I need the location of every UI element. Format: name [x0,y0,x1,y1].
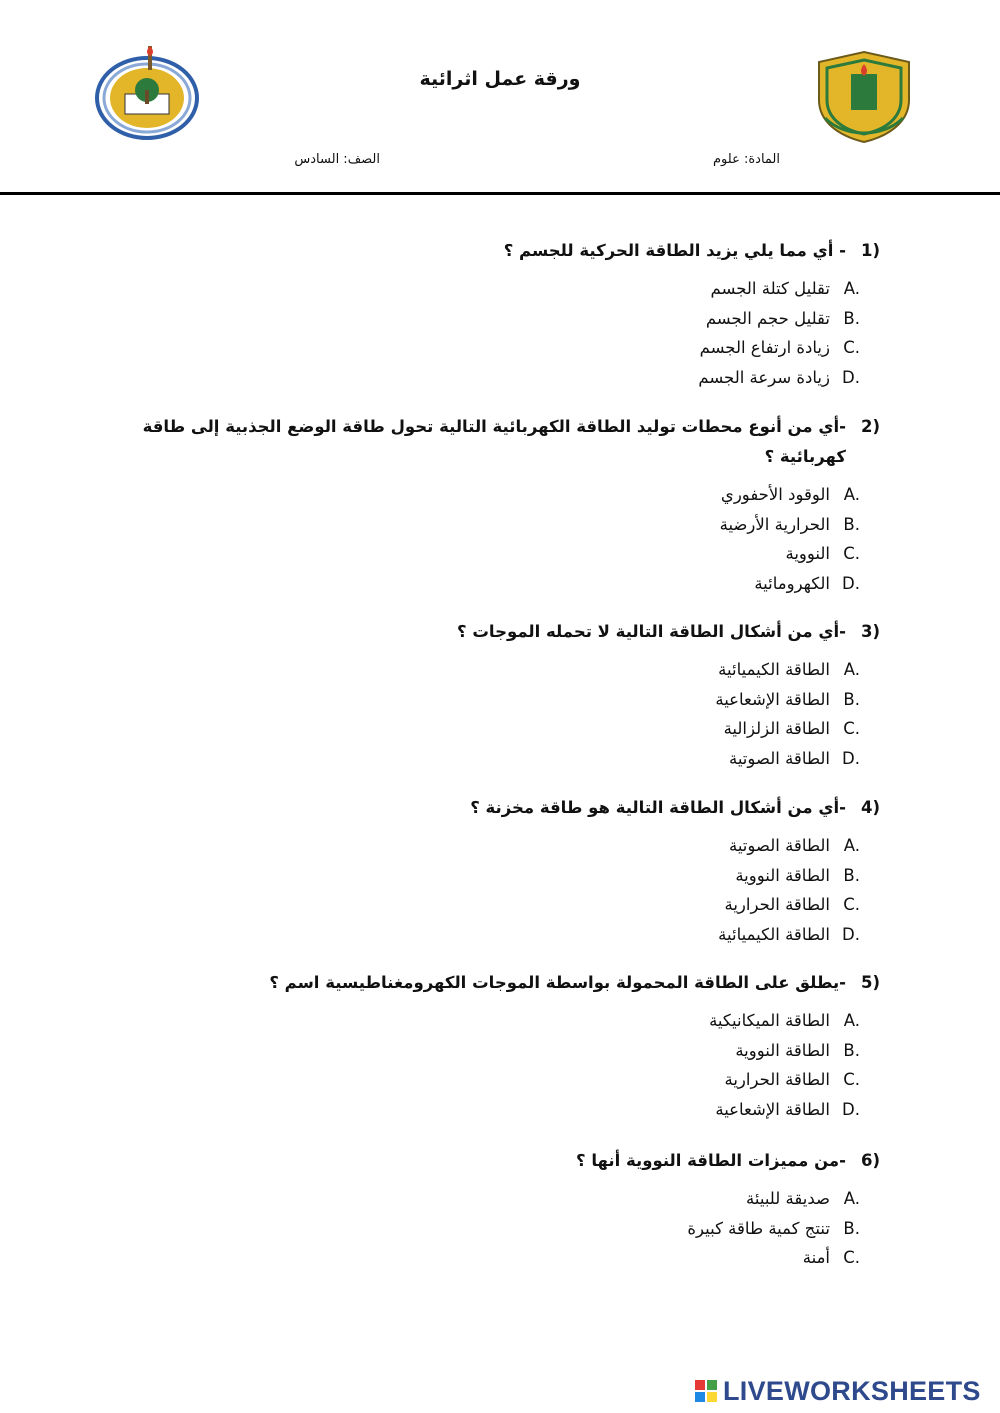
option-text: الطاقة الكيميائية [718,924,830,944]
question-number: 6) [860,1151,880,1170]
question-text: -يطلق على الطاقة المحمولة بواسطة الموجات الكهرومغناطيسية اسم ؟ [269,973,846,992]
option-text: زيادة سرعة الجسم [698,367,830,387]
option-text: الطاقة الإشعاعية [715,1099,830,1119]
option-letter: B. [843,514,860,534]
question-number: 1) [860,241,880,260]
answer-option-c[interactable] [120,890,860,920]
question-number: 5) [860,973,880,992]
answer-option-b[interactable] [120,1214,860,1244]
liveworksheets-brand[interactable] [695,1376,981,1407]
answer-option-b[interactable] [120,1036,860,1066]
option-letter: C. [843,338,860,358]
page-title: ورقة عمل اثرائية [419,68,581,90]
option-text: الطاقة الصوتية [728,836,830,856]
answer-option-a[interactable] [120,831,860,861]
option-text: الكهرومائية [754,573,830,593]
option-letter: C. [843,895,860,915]
answer-option-c[interactable] [120,539,860,569]
option-letter: B. [843,308,860,328]
subject-label: المادة: علوم [713,152,780,167]
answer-option-c[interactable] [120,333,860,363]
option-letter: C. [843,1070,860,1090]
option-text: تنتج كمية طاقة كبيرة [687,1218,830,1238]
option-text: الطاقة الإشعاعية [715,689,830,709]
option-letter: C. [843,719,860,739]
answer-option-b[interactable] [120,685,860,715]
header-divider [0,192,1000,195]
question-text: -أي من أنوع محطات توليد الطاقة الكهربائية التالية تحول طاقة الوضع الجذبية إلى طاقة كهربائية ؟ [142,417,846,466]
answer-option-c[interactable] [120,714,860,744]
question-number: 4) [860,798,880,817]
question-2 [120,412,880,598]
option-text: الطاقة الحرارية [724,1070,830,1090]
school-logo-right [805,48,923,144]
school-logo-left [95,44,201,140]
option-letter: A. [843,1011,860,1031]
option-letter: B. [843,865,860,885]
question-3 [120,617,880,773]
answer-option-d[interactable] [120,363,860,393]
option-text: الطاقة الحرارية [724,895,830,915]
answer-option-b[interactable] [120,861,860,891]
answer-option-b[interactable] [120,304,860,334]
option-letter: D. [842,924,860,944]
option-text: الطاقة الكيميائية [718,660,830,680]
option-text: الطاقة النووية [735,1040,830,1060]
question-text: -من مميزات الطاقة النووية أنها ؟ [576,1151,846,1170]
option-letter: D. [842,573,860,593]
option-text: الطاقة النووية [735,865,830,885]
option-text: تقليل حجم الجسم [705,308,830,328]
answer-option-a[interactable] [120,1006,860,1036]
answer-option-d[interactable] [120,1095,860,1125]
option-text: الطاقة الزلزالية [723,719,830,739]
question-1 [120,236,880,392]
answer-option-c[interactable] [120,1243,860,1273]
question-4 [120,793,880,949]
answer-option-a[interactable] [120,1184,860,1214]
option-letter: D. [842,367,860,387]
liveworksheets-logo-icon [695,1380,719,1404]
option-text: الطاقة الصوتية [728,748,830,768]
option-letter: D. [842,1099,860,1119]
answer-option-c[interactable] [120,1065,860,1095]
option-letter: C. [843,1248,860,1268]
option-text: الطاقة الميكانيكية [709,1011,830,1031]
answer-option-d[interactable] [120,569,860,599]
question-text: -أي من أشكال الطاقة التالية هو طاقة مخزنة ؟ [470,798,846,817]
brand-text: LIVEWORKSHEETS [723,1376,981,1406]
question-number: 3) [860,622,880,641]
grade-label: الصف: السادس [294,152,380,167]
option-letter: C. [843,544,860,564]
option-letter: A. [843,279,860,299]
answer-option-d[interactable] [120,920,860,950]
option-text: النووية [785,544,830,564]
option-letter: A. [843,836,860,856]
question-text: - أي مما يلي يزيد الطاقة الحركية للجسم ؟ [503,241,846,260]
answer-option-b[interactable] [120,510,860,540]
option-letter: D. [842,748,860,768]
question-number: 2) [860,417,880,436]
option-text: الحرارية الأرضية [719,514,830,534]
option-letter: B. [843,1218,860,1238]
option-letter: A. [843,485,860,505]
answer-option-d[interactable] [120,744,860,774]
option-letter: B. [843,1040,860,1060]
answer-option-a[interactable] [120,655,860,685]
option-text: زيادة ارتفاع الجسم [699,338,830,358]
option-text: صديقة للبيئة [746,1189,830,1209]
answer-option-a[interactable] [120,480,860,510]
option-letter: A. [843,1189,860,1209]
option-text: الوقود الأحفوري [720,485,830,505]
question-text: -أي من أشكال الطاقة التالية لا تحمله الموجات ؟ [457,622,846,641]
question-6 [120,1146,880,1273]
option-text: تقليل كتلة الجسم [710,279,830,299]
option-letter: A. [843,660,860,680]
answer-option-a[interactable] [120,274,860,304]
question-5 [120,968,880,1124]
option-letter: B. [843,689,860,709]
option-text: أمنة [802,1248,830,1268]
